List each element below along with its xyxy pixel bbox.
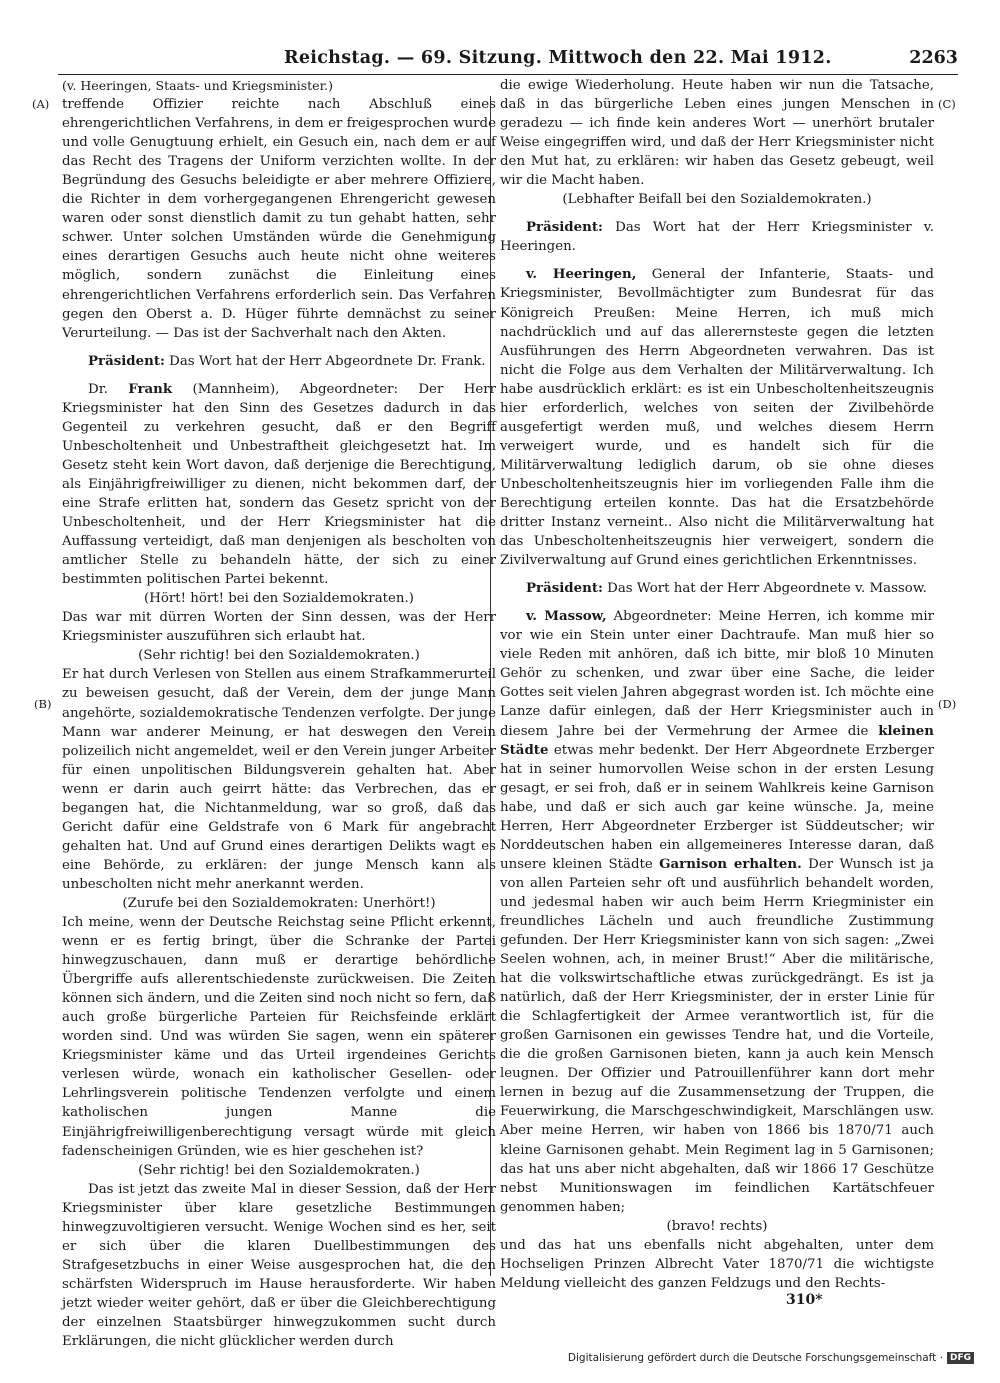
margin-marker-a: (A) — [32, 97, 50, 111]
interjection: (Hört! hört! bei den Sozialdemokraten.) — [144, 591, 414, 607]
speaker-name: v. Massow, — [526, 608, 607, 625]
paragraph: Ich meine, wenn der Deutsche Reichstag seine Pflicht erkennt, wenn er es fertig bringt, über die Schranke der Partei hinwegzuschauen, dann muß er derartige behördliche Übergriffe aufs allerentschiedenste zurückweisen. Die Zeiten können sich ändern, und die Zeiten sind noch nicht so fern, daß auch große bürgerliche Parteien für Reichsfeinde erklärt worden sind. Und was würden Sie sagen, wenn ein späterer Kriegsminister käme und das Urteil irgendeines Gerichts verlesen würde, wonach ein katholischer Gesellen- oder Lehrlingsverein politische Tendenzen verfolgte und einem katholischen jungen Manne die Einjährigfreiwilligenberechtigung versagt würde mit gleich fadenscheinigen Gründen, wie es hier geschehen ist? — [62, 915, 496, 1159]
interjection: (bravo! rechts) — [666, 1218, 768, 1234]
paragraph: treffende Offizier reichte nach Abschluß eines ehrengerichtlichen Verfahrens, in dem er freigesprochen wurde und volle Genugtuung erhielt, ein Gesuch ein, nach dem er auf das Recht des Tragens der Uniform verzichten wollte. In der Begründung des Gesuchs beleidigte er aber mehrere Offiziere, die Richter in dem vorhergegangenen Ehrengericht gewesen waren oder sonst dienstlich damit zu tun gehabt hatten, sehr schwer. Unter solchen Umständen würde die Genehmigung eines derartigen Gesuchs auch heute nicht ohne weiteres möglich, sondern zunächst die Einleitung eines ehrengerichtlichen Verfahrens erforderlich sein. Das Verfahren gegen den Oberst a. D. Hüger führte demnächst zu seiner Verurteilung. — Das ist der Sachverhalt nach den Akten. — [62, 97, 496, 341]
interjection: (Lebhafter Beifall bei den Sozialdemokraten.) — [562, 192, 872, 208]
right-column — [500, 76, 934, 1293]
digitization-footer — [568, 1352, 974, 1364]
dfg-logo: DFG — [947, 1352, 974, 1364]
speaker-name: v. Heeringen, — [526, 266, 637, 283]
page-number: 2263 — [909, 48, 958, 68]
speaker-label: Präsident: — [88, 352, 165, 369]
interjection: (Zurufe bei den Sozialdemokraten: Unerhört!) — [122, 895, 436, 911]
header-rule — [58, 74, 958, 75]
speaker-label: Präsident: — [526, 219, 603, 236]
interjection: (Sehr richtig! bei den Sozialdemokraten.) — [138, 1162, 420, 1178]
paragraph: v. Heeringen, General der Infanterie, Staats- und Kriegsminister, Bevollmächtigter zum Bundesrat für das Königreich Preußen: Meine Herren, ich muß mich nachdrücklich und auf das allerernsteste gegen die letzten Ausführungen des Herrn Abgeordneten verwahren. Das ist nicht die Folge aus dem Verhalten der Militärverwaltung. Ich habe ausdrücklich erklärt: es ist ein Unbescholtenheitszeugnis hier erforderlich, welches von seiten der Zivilbehörde ausgefertigt werden muß, und welches diesem Herrn verweigert wurde, und es handelt sich für die Militärverwaltung lediglich darum, ob sie ohne dieses Unbescholtenheitszeugnis hier im vorliegenden Falle ihm die Berechtigung erteilen konnte. Das hat die Ersatzbehörde dritter Instanz verneint.. Also nicht die Militärverwaltung hat das Unbescholtenheitszeugnis hier verweigert, sondern die Zivilverwaltung auf Grund eines gerichtlichen Erkenntnisses. — [500, 266, 934, 569]
margin-marker-b: (B) — [34, 697, 52, 711]
paragraph: Präsident: Das Wort hat der Herr Abgeordnete Dr. Frank. — [88, 352, 486, 369]
emphasis: Garnison erhalten. — [659, 855, 802, 872]
speaker-label: Präsident: — [526, 580, 603, 597]
speaker-name: Frank — [128, 380, 173, 397]
paragraph: Präsident: Das Wort hat der Herr Abgeordnete v. Massow. — [526, 580, 927, 597]
footer-text: Digitalisierung gefördert durch die Deutsche Forschungsgemeinschaft · — [567, 1352, 943, 1364]
paragraph: Das ist jetzt das zweite Mal in dieser Session, daß der Herr Kriegsminister über klare gesetzliche Bestimmungen hinwegzuvoltigieren versucht. Wenige Wochen sind es her, seit er sich über die klaren Duellbestimmungen des Strafgesetzbuchs in einer Weise ausgesprochen hat, die den schärfsten Widerspruch im Hause herausforderte. Wir haben jetzt wieder weiter gehört, daß er über die Gleichberechtigung der einzelnen Staatsbürger hinwegzukommen sucht durch Erklärungen, die nicht glücklicher werden durch — [62, 1181, 496, 1350]
paragraph: Er hat durch Verlesen von Stellen aus einem Strafkammerurteil zu beweisen gesucht, daß der Verein, dem der junge Mann angehörte, sozialdemokratische Tendenzen verfolgte. Der junge Mann war anderer Meinung, er hat deswegen den Verein polizeilich nicht angemeldet, weil er den Verein junger Arbeiter für einen unpolitischen Bildungsverein gehalten hat. Aber wenn er darin auch geirrt hätte: das Verbrechen, das er begangen hat, die Nichtanmeldung, war so groß, daß das Gericht dafür eine Geldstrafe von 6 Mark für angebracht gehalten hat. Und auf Grund eines derartigen Delikts wagt es eine Behörde, zu erklären: der junge Mensch kann als unbescholten nicht mehr anerkannt werden. — [62, 667, 496, 892]
margin-marker-c: (C) — [938, 97, 956, 111]
margin-marker-d: (D) — [938, 697, 957, 711]
running-title: Reichstag. — 69. Sitzung. Mittwoch den 22. Mai 1912. — [284, 48, 832, 68]
speaker-attribution: (v. Heeringen, Staats- und Kriegsminister.) — [62, 78, 334, 93]
paragraph: Dr. Frank (Mannheim), Abgeordneter: Der Herr Kriegsminister hat den Sinn des Gesetzes dadurch in das Gegenteil zu verkehren gesucht, daß er den Begriff Unbescholtenheit und Unbestraftheit gleichgesetzt hat. Im Gesetz steht kein Wort davon, daß derjenige die Berechtigung, als Einjährigfreiwilliger zu dienen, nicht bekommen darf, der eine Strafe erlitten hat, sondern das Gesetz spricht von der Unbescholtenheit, und der Herr Kriegsminister hat die Auffassung verteidigt, daß man denjenigen als bescholten von amtlicher Stelle zu behandeln hätte, der sich zu einer bestimmten politischen Partei bekennt. — [62, 380, 496, 588]
paragraph: und das hat uns ebenfalls nicht abgehalten, unter dem Hochseligen Prinzen Albrecht Vater 1870/71 die wichtigste Meldung vielleicht des ganzen Feldzugs und den Rechts- — [500, 1237, 934, 1291]
paragraph: v. Massow, Abgeordneter: Meine Herren, ich komme mir vor wie ein Stein unter einer Dachtraufe. Man muß hier so viele Reden mit anhören, daß ich bitte, mir bloß 10 Minuten Gehör zu schenken, und zwar über eine Sache, die leider Gottes seit vielen Jahren abgegrast worden ist. Ich möchte eine Lanze dafür einlegen, daß der Herr Kriegsminister auch in diesem Jahre bei der Vermehrung der Armee die kleinen Städte etwas mehr bedenkt. Der Herr Abgeordnete Erzberger hat in seiner humorvollen Weise schon in der ersten Lesung gesagt, er sei froh, daß er in seinem Wahlkreis keine Garnison habe, und daß er sich auch gar keine wünsche. Ja, meine Herren, Herr Abgeordneter Erzberger ist Süddeutscher; wir Norddeutschen haben ein allgemeineres Interesse daran, daß unsere kleinen Städte Garnison erhalten. Der Wunsch ist ja von allen Parteien sehr oft und ausführlich behandelt worden, und jedesmal haben wir auch beim Herrn Kriegminister ein freundliches Lächeln und auch freundliche Zustimmung gefunden. Der Herr Kriegsminister kann von sich sagen: „Zwei Seelen wohnen, ach, in meiner Brust!“ Aber die militärische, hat die volkswirtschaftliche etwas zurückgedrängt. Es ist ja natürlich, daß der Herr Kriegsminister, der in erster Linie für die Schlagfertigkeit der Armee verantwortlich ist, für die großen Garnisonen ein gewisses Tendre hat, und die Vorteile, die die großen Garnisonen bieten, kann ja auch kein Mensch leugnen. Der Offizier und Patrouillenführer kann dort mehr lernen in bezug auf die Zusammensetzung der Truppen, die Feuerwirkung, die Marschgeschwindigkeit, Marschlängen usw. Aber meine Herren, wir haben von 1866 bis 1870/71 auch kleine Garnisonen gehabt. Mein Regiment lag in 5 Garnisonen; das hat uns aber nicht abgehalten, daß wir 1866 17 Geschütze nebst Munitionswagen im feindlichen Kartätschfeuer genommen haben; — [500, 608, 935, 1215]
paragraph: Das war mit dürren Worten der Sinn dessen, was der Herr Kriegsminister auszuführen sich erlaubt hat. — [62, 610, 496, 645]
footnote-mark: 310* — [786, 1292, 823, 1308]
paragraph: Präsident: Das Wort hat der Herr Kriegsminister v. Heeringen. — [500, 219, 934, 255]
left-column — [62, 76, 496, 1351]
emphasis: kleinen Städte — [500, 722, 934, 758]
interjection: (Sehr richtig! bei den Sozialdemokraten.) — [138, 648, 420, 664]
paragraph: die ewige Wiederholung. Heute haben wir nun die Tatsache, daß in das bürgerliche Leben eines jungen Menschen in geradezu — ich finde kein anderes Wort — unerhört brutaler Weise eingegriffen wird, und daß der Herr Kriegsminister nicht den Mut hat, zu erklären: wir haben das Gesetz gebeugt, weil wir die Macht haben. — [500, 78, 934, 189]
